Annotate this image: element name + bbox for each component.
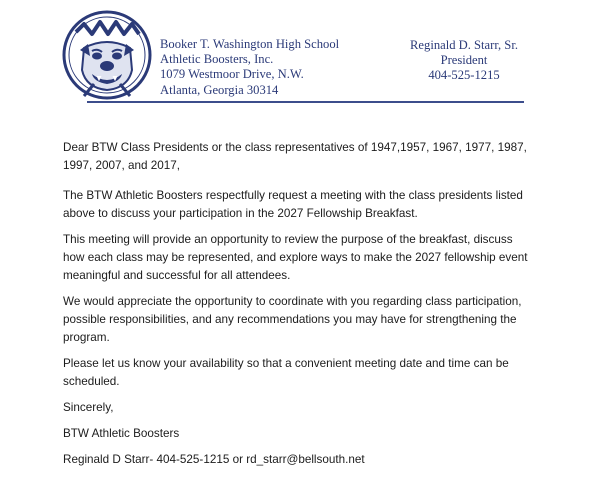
officer-title: President [440,53,488,67]
letter-body [63,139,533,477]
officer-phone: 404-525-1215 [428,68,500,82]
contact-line: Reginald D Starr- 404-525-1215 or rd_starr@bellsouth.net [63,453,365,466]
paragraph-purpose: This meeting will provide an opportunity to review the purpose of the breakfast, discuss how each class may be represented, and explore ways to make the 2027 fellowship event meaningful and successful for all attendees. [63,233,528,282]
organization-street: 1079 Westmoor Drive, N.W. [160,67,304,82]
signer: BTW Athletic Boosters [63,427,180,440]
organization-city: Atlanta, Georgia 30314 [160,82,279,97]
paragraph-coordination: We would appreciate the opportunity to coordinate with you regarding class participation, possible responsibilities, and any recommendations you may have for strengthening the program. [63,295,522,344]
organization-address [160,37,339,98]
letterhead-divider [87,101,524,103]
letterhead [0,0,602,105]
organization-school-name: Booker T. Washington High School [160,37,340,51]
closing: Sincerely, [63,401,114,414]
paragraph-request: The BTW Athletic Boosters respectfully request a meeting with the class presidents listed above to discuss your participation in the 2027 Fellowship Breakfast. [63,189,523,220]
paragraph-availability: Please let us know your availability so that a convenient meeting date and time can be scheduled. [63,357,509,388]
officer-name: Reginald D. Starr, Sr. [410,38,518,52]
bulldog-logo-icon [62,10,152,100]
salutation: Dear BTW Class Presidents or the class representatives of 1947,1957, 1967, 1977, 1987, 1997, 2007, and 2017, [63,141,527,172]
organization-name: Athletic Boosters, Inc. [160,52,274,67]
officer-block [404,38,524,83]
